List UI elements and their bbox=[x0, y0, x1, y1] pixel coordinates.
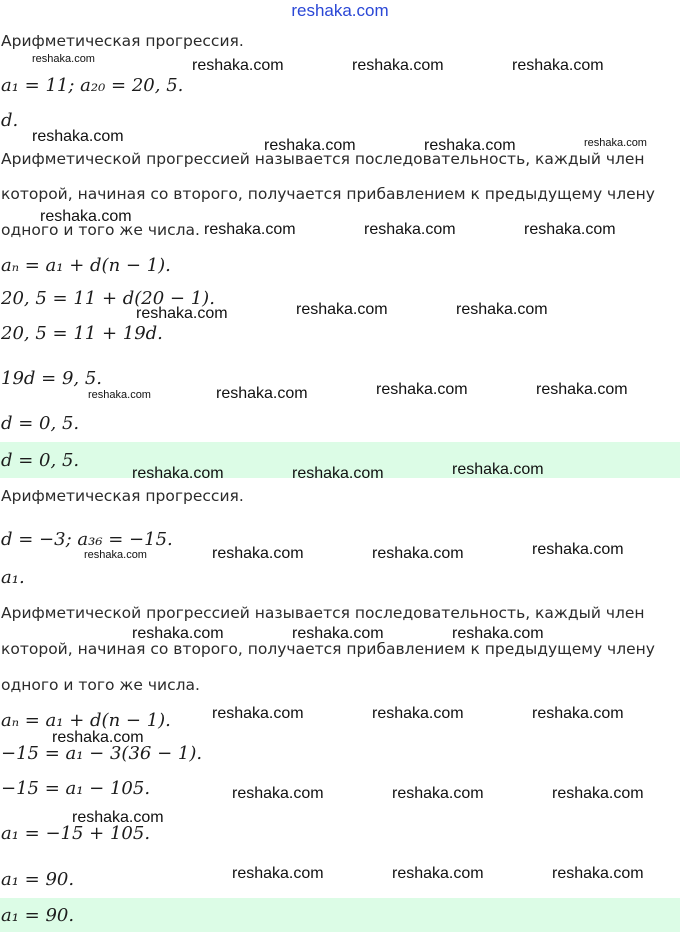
watermark: reshaka.com bbox=[40, 208, 132, 225]
problem2-step3: −15 = a₁ − 105. bbox=[1, 778, 151, 799]
watermark: reshaka.com bbox=[364, 221, 456, 238]
problem1-given: a₁ = 11; a₂₀ = 20, 5. bbox=[1, 75, 184, 96]
watermark: reshaka.com bbox=[392, 865, 484, 882]
problem2-step5: a₁ = 90. bbox=[1, 869, 75, 890]
problem2-step2: −15 = a₁ − 3(36 − 1). bbox=[1, 743, 203, 764]
watermark: reshaka.com bbox=[532, 705, 624, 722]
watermark: reshaka.com bbox=[192, 57, 284, 74]
problem1-step4: 19d = 9, 5. bbox=[1, 368, 103, 389]
watermark: reshaka.com bbox=[204, 221, 296, 238]
watermark: reshaka.com bbox=[424, 137, 516, 154]
watermark: reshaka.com bbox=[452, 625, 544, 642]
watermark: reshaka.com bbox=[216, 385, 308, 402]
watermark: reshaka.com bbox=[132, 625, 224, 642]
watermark: reshaka.com bbox=[524, 221, 616, 238]
watermark: reshaka.com bbox=[132, 465, 224, 482]
problem2-given: d = −3; a₃₆ = −15. bbox=[1, 529, 173, 550]
watermark: reshaka.com bbox=[376, 381, 468, 398]
watermark: reshaka.com bbox=[584, 137, 647, 149]
watermark: reshaka.com bbox=[32, 128, 124, 145]
problem2-definition-line3: одного и того же числа. bbox=[1, 676, 200, 694]
problem1-step3: 20, 5 = 11 + 19d. bbox=[1, 323, 163, 344]
problem2-heading: Арифметическая прогрессия. bbox=[1, 487, 244, 505]
problem1-step1: aₙ = a₁ + d(n − 1). bbox=[1, 255, 171, 276]
watermark: reshaka.com bbox=[136, 305, 228, 322]
watermark: reshaka.com bbox=[296, 301, 388, 318]
problem2-definition-line1: Арифметической прогрессией называется последовательность, каждый член bbox=[1, 604, 645, 622]
problem2-find: a₁. bbox=[1, 567, 25, 588]
problem1-step5: d = 0, 5. bbox=[1, 413, 80, 434]
watermark: reshaka.com bbox=[264, 137, 356, 154]
watermark: reshaka.com bbox=[536, 381, 628, 398]
watermark: reshaka.com bbox=[452, 461, 544, 478]
problem1-definition-line2: которой, начиная со второго, получается прибавлением к предыдущему члену bbox=[1, 185, 655, 203]
problem1-definition-line3: одного и того же числа. bbox=[1, 221, 200, 239]
problem2-answer: a₁ = 90. bbox=[1, 905, 75, 926]
watermark: reshaka.com bbox=[552, 785, 644, 802]
watermark: reshaka.com bbox=[212, 545, 304, 562]
problem1-heading: Арифметическая прогрессия. bbox=[1, 32, 244, 50]
watermark: reshaka.com bbox=[352, 57, 444, 74]
problem1-step2: 20, 5 = 11 + d(20 − 1). bbox=[1, 288, 215, 309]
problem2-step4: a₁ = −15 + 105. bbox=[1, 823, 151, 844]
watermark: reshaka.com bbox=[232, 785, 324, 802]
problem1-find: d. bbox=[1, 110, 19, 131]
answer-highlight-2 bbox=[0, 898, 680, 932]
problem1-answer: d = 0, 5. bbox=[1, 450, 80, 471]
problem2-definition-line2: которой, начиная со второго, получается прибавлением к предыдущему члену bbox=[1, 640, 655, 658]
watermark: reshaka.com bbox=[456, 301, 548, 318]
watermark: reshaka.com bbox=[84, 549, 147, 561]
watermark: reshaka.com bbox=[32, 53, 95, 65]
watermark: reshaka.com bbox=[292, 465, 384, 482]
watermark: reshaka.com bbox=[372, 545, 464, 562]
problem1-definition-line1: Арифметической прогрессией называется последовательность, каждый член bbox=[1, 150, 645, 168]
watermark: reshaka.com bbox=[512, 57, 604, 74]
problem2-step1: aₙ = a₁ + d(n − 1). bbox=[1, 710, 171, 731]
watermark: reshaka.com bbox=[532, 541, 624, 558]
watermark: reshaka.com bbox=[372, 705, 464, 722]
watermark: reshaka.com bbox=[212, 705, 304, 722]
watermark: reshaka.com bbox=[52, 729, 144, 746]
watermark: reshaka.com bbox=[552, 865, 644, 882]
watermark: reshaka.com bbox=[292, 625, 384, 642]
site-title[interactable]: reshaka.com bbox=[291, 1, 389, 20]
watermark: reshaka.com bbox=[232, 865, 324, 882]
watermark: reshaka.com bbox=[88, 389, 151, 401]
watermark: reshaka.com bbox=[392, 785, 484, 802]
watermark: reshaka.com bbox=[72, 809, 164, 826]
